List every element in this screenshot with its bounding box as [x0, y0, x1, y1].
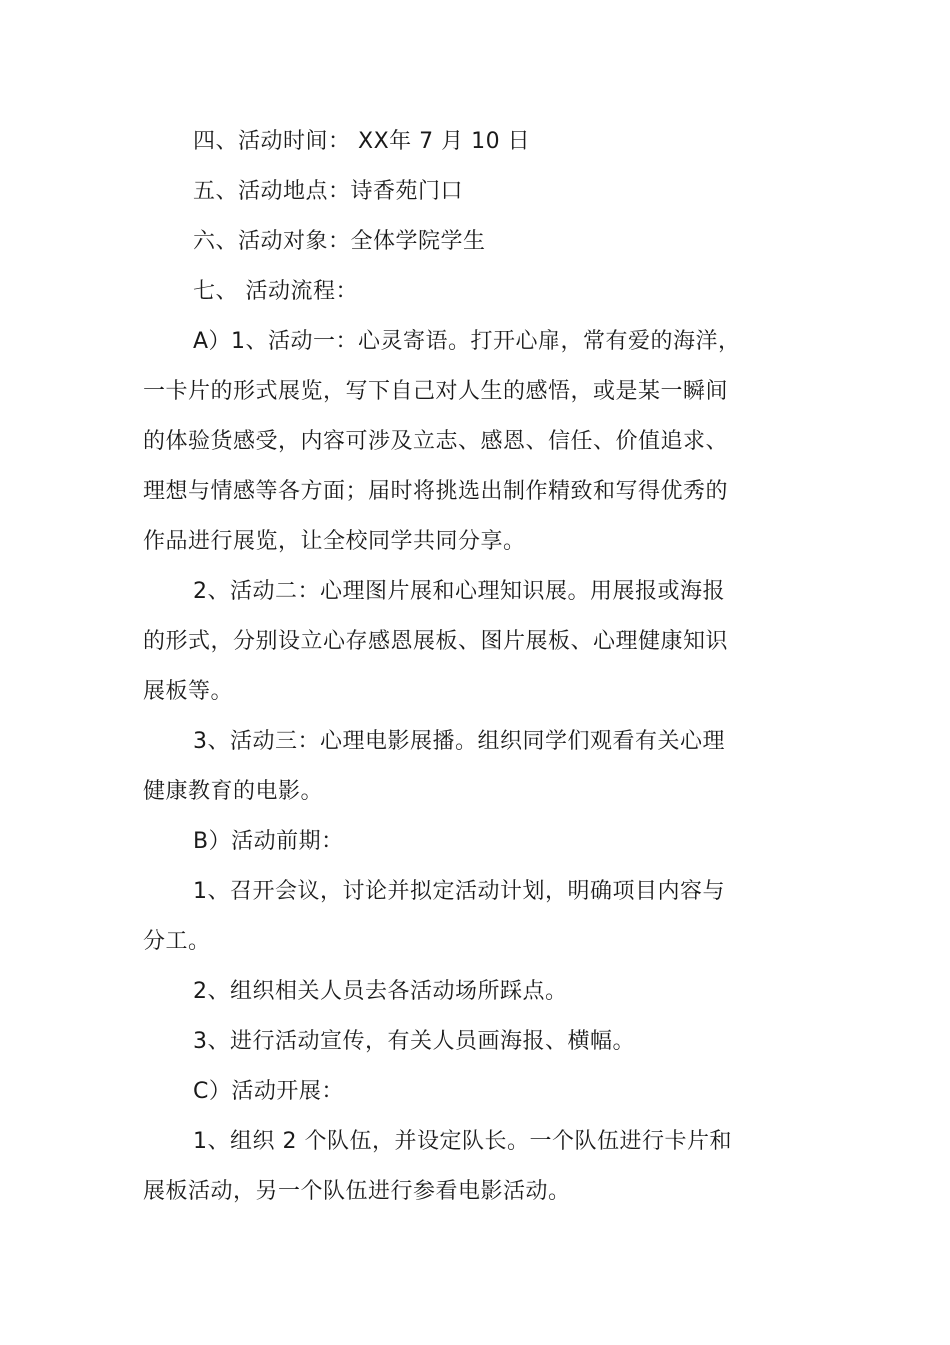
activity-three-line-2: 健康教育的电影。	[143, 779, 324, 804]
activity-one-line-5: 作品进行展览，让全校同学共同分享。	[143, 529, 526, 554]
execution-heading: C）活动开展：	[193, 1079, 344, 1104]
activity-process-heading: 七、 活动流程：	[193, 279, 358, 304]
activity-target-line: 六、活动对象：全体学院学生	[193, 229, 486, 254]
activity-one-line-2: 一卡片的形式展览，写下自己对人生的感悟，或是某一瞬间	[143, 379, 729, 404]
pre-activity-heading: B）活动前期：	[193, 829, 344, 854]
activity-time-line: 四、活动时间： XX年 7 月 10 日	[193, 129, 531, 154]
pre-item-3: 3、进行活动宣传，有关人员画海报、横幅。	[193, 1029, 635, 1054]
activity-one-line-1: A）1、活动一：心灵寄语。打开心扉，常有爱的海洋，	[193, 329, 741, 354]
pre-item-1-line-1: 1、召开会议，讨论并拟定活动计划，明确项目内容与	[193, 879, 725, 904]
execution-item-1-line-1: 1、组织 2 个队伍，并设定队长。一个队伍进行卡片和	[193, 1129, 732, 1154]
pre-item-2: 2、组织相关人员去各活动场所踩点。	[193, 979, 568, 1004]
activity-one-line-3: 的体验货感受，内容可涉及立志、感恩、信任、价值追求、	[143, 429, 729, 454]
activity-two-line-3: 展板等。	[143, 679, 234, 704]
activity-one-line-4: 理想与情感等各方面；届时将挑选出制作精致和写得优秀的	[143, 479, 729, 504]
execution-item-1-line-2: 展板活动，另一个队伍进行参看电影活动。	[143, 1179, 571, 1204]
activity-three-line-1: 3、活动三：心理电影展播。组织同学们观看有关心理	[193, 729, 725, 754]
activity-two-line-1: 2、活动二：心理图片展和心理知识展。用展报或海报	[193, 579, 725, 604]
activity-two-line-2: 的形式，分别设立心存感恩展板、图片展板、心理健康知识	[143, 629, 729, 654]
activity-place-line: 五、活动地点：诗香苑门口	[193, 179, 464, 204]
pre-item-1-line-2: 分工。	[143, 929, 211, 954]
